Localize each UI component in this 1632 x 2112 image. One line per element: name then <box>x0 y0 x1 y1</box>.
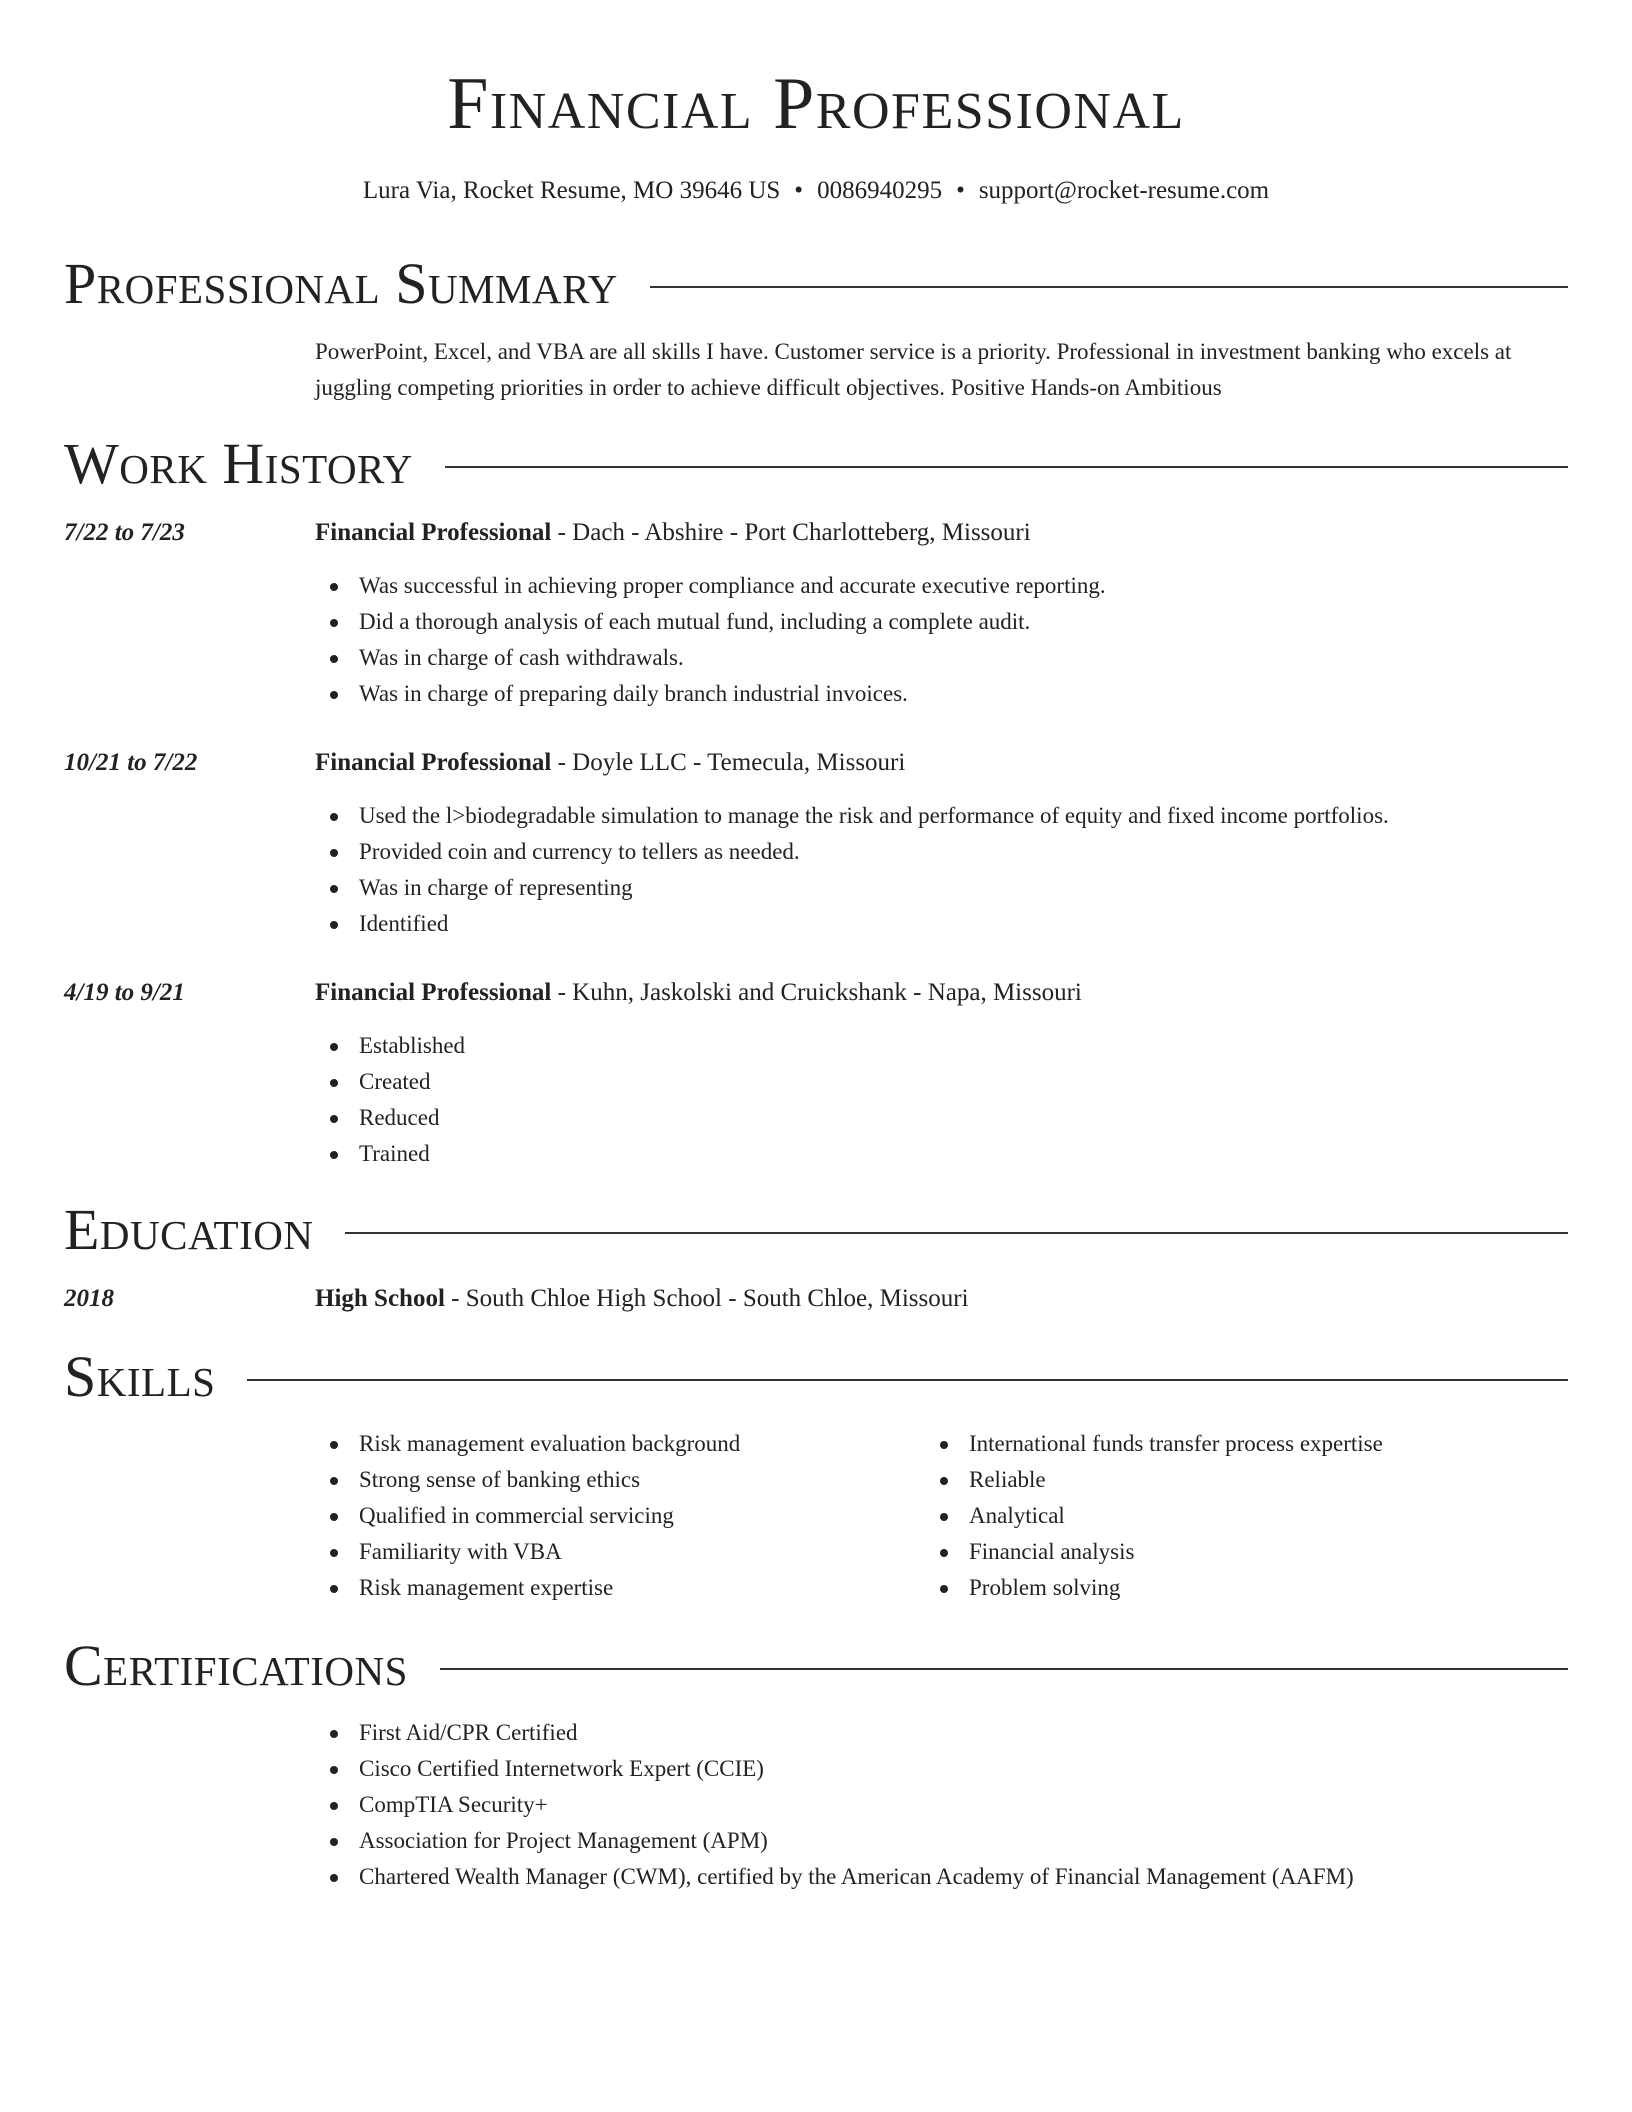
skill-item: Risk management evaluation background <box>359 1426 740 1462</box>
education-degree: High School <box>315 1285 445 1312</box>
contact-phone: 0086940295 <box>817 177 943 204</box>
certifications-section-header <box>64 1634 1568 1698</box>
skill-item: International funds transfer process expertise <box>969 1426 1383 1462</box>
resume-name: Financial Professional <box>447 63 1185 145</box>
job-heading <box>315 516 1568 550</box>
job-title: Financial Professional <box>315 749 552 776</box>
section-divider <box>247 1379 1568 1381</box>
list-item: Established <box>359 1028 465 1064</box>
skills-section-header <box>64 1345 1568 1409</box>
education-details: - South Chloe High School - South Chloe, Missouri <box>444 1285 969 1312</box>
certification-item: Cisco Certified Internetwork Expert (CCIE) <box>359 1751 1354 1787</box>
job-details: - Doyle LLC - Temecula, Missouri <box>551 749 906 776</box>
job-details: - Dach - Abshire - Port Charlotteberg, Missouri <box>551 519 1031 546</box>
summary-text: PowerPoint, Excel, and VBA are all skills I have. Customer service is a priority. Professional in investment banking who excels at juggling competing priorities in order to achieve difficult objectives. Positive Hands-on Ambitious <box>315 339 1512 400</box>
certification-item: First Aid/CPR Certified <box>359 1715 1354 1751</box>
job-heading <box>315 976 1568 1010</box>
contact-separator: • <box>794 177 804 204</box>
skill-item: Financial analysis <box>969 1534 1383 1570</box>
list-item: Was successful in achieving proper compliance and accurate executive reporting. <box>359 568 1106 604</box>
summary-section-header <box>64 252 1568 316</box>
section-divider <box>650 286 1568 288</box>
skills-section-title: Skills <box>64 1344 216 1409</box>
list-item: Reduced <box>359 1100 465 1136</box>
section-divider <box>445 466 1568 468</box>
list-item: Created <box>359 1064 465 1100</box>
list-item: Was in charge of representing <box>359 870 1389 906</box>
list-item: Provided coin and currency to tellers as needed. <box>359 834 1389 870</box>
job-dates: 4/19 to 9/21 <box>64 979 185 1006</box>
list-item: Used the l>biodegradable simulation to manage the risk and performance of equity and fixed income portfolios. <box>359 798 1389 834</box>
skills-list-right <box>925 1426 1383 1606</box>
skill-item: Analytical <box>969 1498 1383 1534</box>
job-details: - Kuhn, Jaskolski and Cruickshank - Napa, Missouri <box>551 979 1082 1006</box>
skill-item: Risk management expertise <box>359 1570 740 1606</box>
education-year: 2018 <box>64 1285 114 1312</box>
section-divider <box>440 1668 1568 1670</box>
skill-item: Familiarity with VBA <box>359 1534 740 1570</box>
list-item: Was in charge of cash withdrawals. <box>359 640 1106 676</box>
job-title: Financial Professional <box>315 519 552 546</box>
job-title: Financial Professional <box>315 979 552 1006</box>
contact-email[interactable]: support@rocket-resume.com <box>978 177 1270 204</box>
education-section-title: Education <box>64 1197 314 1262</box>
work-section-header <box>64 432 1568 496</box>
list-item: Did a thorough analysis of each mutual fund, including a complete audit. <box>359 604 1106 640</box>
contact-line <box>64 174 1568 208</box>
list-item: Identified <box>359 906 1389 942</box>
certification-item: Association for Project Management (APM) <box>359 1823 1354 1859</box>
job-dates: 10/21 to 7/22 <box>64 749 198 776</box>
job-bullets <box>315 798 1389 942</box>
job-bullets <box>315 568 1106 712</box>
job-bullets <box>315 1028 465 1172</box>
contact-separator: • <box>956 177 965 204</box>
list-item: Trained <box>359 1136 465 1172</box>
certifications-list <box>315 1715 1354 1895</box>
job-heading <box>315 746 1568 780</box>
skill-item: Qualified in commercial servicing <box>359 1498 740 1534</box>
work-section-title: Work History <box>64 431 413 496</box>
skill-item: Problem solving <box>969 1570 1383 1606</box>
certifications-section-title: Certifications <box>64 1633 408 1698</box>
skill-item: Strong sense of banking ethics <box>359 1462 740 1498</box>
skills-list-left <box>315 1426 740 1606</box>
job-dates: 7/22 to 7/23 <box>64 519 185 546</box>
education-heading <box>315 1282 1568 1316</box>
certification-item: Chartered Wealth Manager (CWM), certified by the American Academy of Financial Management (AAFM) <box>359 1859 1354 1895</box>
summary-section-title: Professional Summary <box>64 251 618 316</box>
skill-item: Reliable <box>969 1462 1383 1498</box>
list-item: Was in charge of preparing daily branch industrial invoices. <box>359 676 1106 712</box>
contact-address: Lura Via, Rocket Resume, MO 39646 US <box>362 177 781 204</box>
certification-item: CompTIA Security+ <box>359 1787 1354 1823</box>
education-section-header <box>64 1198 1568 1262</box>
section-divider <box>345 1232 1568 1234</box>
resume-page <box>64 0 1568 2112</box>
